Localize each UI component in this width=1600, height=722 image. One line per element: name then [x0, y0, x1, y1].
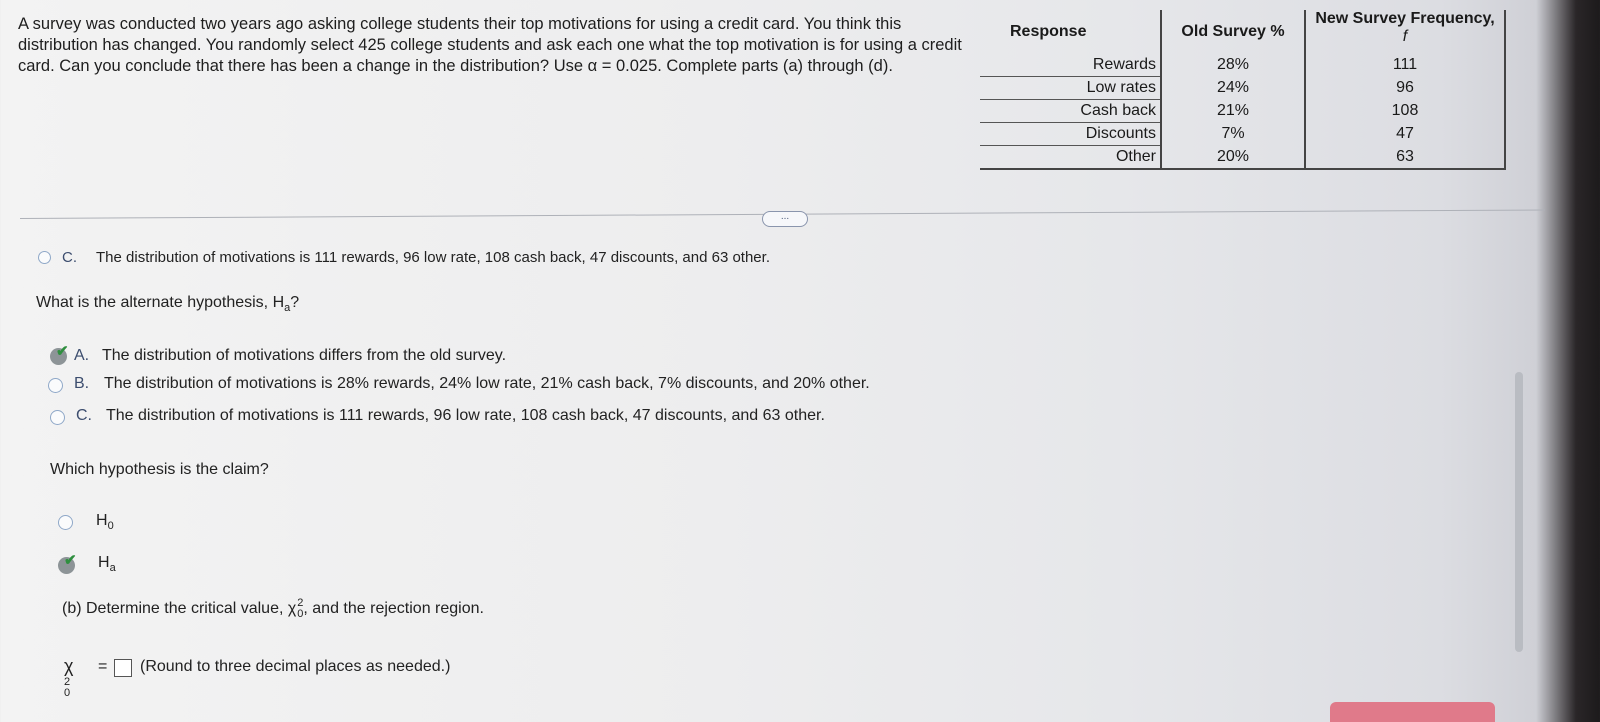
claim-ha-sub: a: [109, 562, 116, 575]
claim-option-h0-label: [96, 512, 114, 532]
claim-ha-main: H: [98, 554, 110, 571]
previous-option-c-letter: C.: [62, 249, 77, 266]
cell-response: Other: [980, 146, 1161, 170]
header-new-survey-title: New Survey Frequency,: [1315, 10, 1495, 27]
rounding-hint: (Round to three decimal places as needed.): [140, 658, 451, 675]
claim-option-ha-label: [98, 554, 116, 574]
chi-symbol: χ: [64, 656, 74, 676]
table-row: [980, 77, 1505, 100]
alt-option-c-text: The distribution of motivations is 111 rewards, 96 low rate, 108 cash back, 47 discounts, and 63 other.: [106, 407, 825, 424]
scrollbar[interactable]: [1515, 372, 1523, 652]
part-b-suffix: , and the rejection region.: [303, 600, 484, 618]
alt-option-a-text: The distribution of motivations differs from the old survey.: [102, 347, 507, 364]
cell-new-survey: 108: [1305, 100, 1505, 123]
previous-option-c-text: The distribution of motivations is 111 rewards, 96 low rate, 108 cash back, 47 discounts, and 63 other.: [96, 249, 770, 266]
expand-more-button[interactable]: ...: [762, 211, 808, 227]
cell-old-survey: 28%: [1216, 56, 1250, 74]
table-row: [980, 146, 1505, 170]
cell-old-survey: 7%: [1221, 125, 1245, 142]
claim-h0-sub: 0: [107, 520, 114, 533]
cell-response: Cash back: [980, 100, 1161, 123]
check-icon: ✔: [64, 552, 77, 569]
cell-old-survey: 20%: [1161, 146, 1305, 170]
cell-new-survey: 96: [1305, 77, 1505, 100]
table-header-row: [980, 10, 1505, 54]
cell-response: Rewards: [980, 54, 1161, 77]
alt-hypothesis-question-end: ?: [290, 294, 300, 311]
radio-previous-c[interactable]: [38, 251, 51, 264]
cell-new-survey: 63: [1305, 146, 1505, 170]
cell-old-survey: 21%: [1216, 102, 1250, 119]
table-row: [980, 100, 1505, 123]
radio-alt-b[interactable]: [48, 378, 63, 393]
header-response: Response: [1010, 23, 1087, 40]
problem-statement: A survey was conducted two years ago asking college students their top motivations for using a credit card. You think this distribution has changed. You randomly select 425 college students and ask each one what the top motivation is for using a credit card. Can you conclude that there has been a change in the distribution? Use α = 0.025. Complete parts (a) through (d).: [18, 15, 962, 75]
alt-option-b-text: The distribution of motivations is 28% rewards, 24% low rate, 21% cash back, 7% discounts, and 20% other.: [104, 375, 870, 392]
header-new-survey-f: f: [1402, 28, 1408, 45]
cell-new-survey: 47: [1305, 123, 1505, 146]
alt-hypothesis-question-sub: a: [284, 302, 291, 315]
equals-sign: =: [98, 658, 108, 675]
check-icon: ✔: [56, 343, 69, 360]
alt-option-a-letter: A.: [74, 347, 90, 364]
chi-square-lhs: [64, 656, 73, 699]
chi-sub: 0: [64, 687, 71, 700]
cell-response: Discounts: [980, 123, 1161, 146]
data-table: [980, 10, 1506, 170]
chi-sup: 2: [64, 676, 71, 689]
critical-value-input[interactable]: [114, 659, 132, 677]
table-row: [980, 54, 1505, 77]
claim-h0-main: H: [96, 512, 108, 529]
part-b-sub: 0: [297, 608, 304, 620]
radio-alt-c[interactable]: [50, 410, 65, 425]
alt-option-b-letter: B.: [74, 375, 90, 392]
cell-new-survey: 111: [1305, 54, 1505, 77]
alt-hypothesis-question: [36, 294, 299, 314]
part-b-prefix: (b) Determine the critical value, χ: [62, 600, 297, 618]
alt-option-c-letter: C.: [76, 407, 92, 424]
claim-question: Which hypothesis is the claim?: [50, 461, 269, 478]
cell-old-survey: 24%: [1216, 79, 1250, 96]
radio-claim-h0[interactable]: [58, 515, 73, 530]
header-old-survey: Old Survey %: [1161, 10, 1305, 54]
cell-response: Low rates: [980, 77, 1161, 100]
table-row: [980, 123, 1505, 146]
header-new-survey: [1305, 10, 1505, 54]
part-b-question: [62, 598, 484, 620]
bottom-action-button[interactable]: [1330, 702, 1495, 722]
alt-hypothesis-question-text: What is the alternate hypothesis, H: [36, 294, 285, 311]
part-b-sup: 2: [297, 597, 304, 609]
